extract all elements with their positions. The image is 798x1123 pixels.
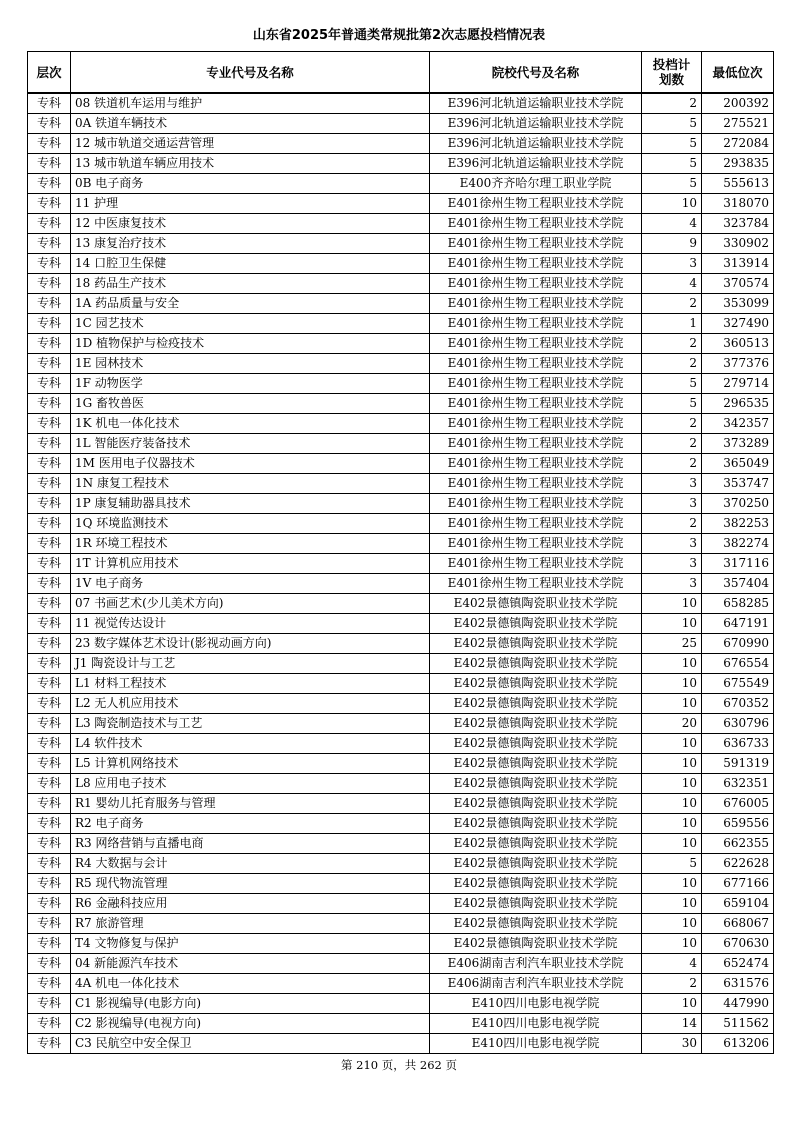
table-row bbox=[28, 114, 774, 134]
table-row bbox=[28, 694, 774, 714]
table-row bbox=[28, 734, 774, 754]
cell-level: 专科 bbox=[28, 134, 71, 154]
cell-major: R1 婴幼儿托育服务与管理 bbox=[71, 794, 430, 814]
table-row bbox=[28, 154, 774, 174]
cell-school: E410四川电影电视学院 bbox=[430, 1034, 642, 1054]
table-row bbox=[28, 214, 774, 234]
cell-plan: 4 bbox=[642, 954, 702, 974]
cell-level: 专科 bbox=[28, 194, 71, 214]
cell-rank: 632351 bbox=[702, 774, 774, 794]
cell-major: T4 文物修复与保护 bbox=[71, 934, 430, 954]
cell-plan: 3 bbox=[642, 254, 702, 274]
cell-plan: 10 bbox=[642, 734, 702, 754]
cell-rank: 630796 bbox=[702, 714, 774, 734]
cell-rank: 659556 bbox=[702, 814, 774, 834]
cell-major: 08 铁道机车运用与维护 bbox=[71, 93, 430, 114]
cell-school: E401徐州生物工程职业技术学院 bbox=[430, 414, 642, 434]
cell-level: 专科 bbox=[28, 434, 71, 454]
header-plan: 投档计划数 bbox=[642, 52, 702, 94]
table-row bbox=[28, 134, 774, 154]
cell-rank: 622628 bbox=[702, 854, 774, 874]
table-row bbox=[28, 334, 774, 354]
cell-school: E402景德镇陶瓷职业技术学院 bbox=[430, 734, 642, 754]
cell-plan: 10 bbox=[642, 794, 702, 814]
cell-major: 0B 电子商务 bbox=[71, 174, 430, 194]
cell-level: 专科 bbox=[28, 934, 71, 954]
header-major: 专业代号及名称 bbox=[71, 52, 430, 94]
cell-major: 1E 园林技术 bbox=[71, 354, 430, 374]
cell-plan: 10 bbox=[642, 914, 702, 934]
cell-plan: 2 bbox=[642, 454, 702, 474]
cell-school: E402景德镇陶瓷职业技术学院 bbox=[430, 914, 642, 934]
cell-major: J1 陶瓷设计与工艺 bbox=[71, 654, 430, 674]
cell-rank: 200392 bbox=[702, 93, 774, 114]
cell-plan: 2 bbox=[642, 414, 702, 434]
cell-school: E401徐州生物工程职业技术学院 bbox=[430, 234, 642, 254]
cell-rank: 658285 bbox=[702, 594, 774, 614]
cell-school: E396河北轨道运输职业技术学院 bbox=[430, 134, 642, 154]
cell-major: L1 材料工程技术 bbox=[71, 674, 430, 694]
cell-plan: 9 bbox=[642, 234, 702, 254]
cell-rank: 317116 bbox=[702, 554, 774, 574]
cell-plan: 10 bbox=[642, 674, 702, 694]
cell-rank: 360513 bbox=[702, 334, 774, 354]
cell-school: E401徐州生物工程职业技术学院 bbox=[430, 274, 642, 294]
cell-plan: 2 bbox=[642, 334, 702, 354]
cell-rank: 652474 bbox=[702, 954, 774, 974]
cell-school: E402景德镇陶瓷职业技术学院 bbox=[430, 934, 642, 954]
cell-plan: 10 bbox=[642, 694, 702, 714]
cell-major: 1K 机电一体化技术 bbox=[71, 414, 430, 434]
cell-major: C1 影视编导(电影方向) bbox=[71, 994, 430, 1014]
cell-rank: 382274 bbox=[702, 534, 774, 554]
cell-major: L5 计算机网络技术 bbox=[71, 754, 430, 774]
table-row bbox=[28, 714, 774, 734]
cell-level: 专科 bbox=[28, 314, 71, 334]
cell-school: E402景德镇陶瓷职业技术学院 bbox=[430, 634, 642, 654]
cell-school: E402景德镇陶瓷职业技术学院 bbox=[430, 854, 642, 874]
cell-rank: 675549 bbox=[702, 674, 774, 694]
table-row bbox=[28, 354, 774, 374]
cell-major: 1Q 环境监测技术 bbox=[71, 514, 430, 534]
cell-plan: 10 bbox=[642, 894, 702, 914]
cell-school: E402景德镇陶瓷职业技术学院 bbox=[430, 694, 642, 714]
cell-plan: 10 bbox=[642, 994, 702, 1014]
table-row bbox=[28, 414, 774, 434]
cell-rank: 662355 bbox=[702, 834, 774, 854]
cell-rank: 275521 bbox=[702, 114, 774, 134]
cell-school: E402景德镇陶瓷职业技术学院 bbox=[430, 714, 642, 734]
cell-major: 1P 康复辅助器具技术 bbox=[71, 494, 430, 514]
table-body bbox=[28, 93, 774, 1054]
cell-level: 专科 bbox=[28, 174, 71, 194]
table-row bbox=[28, 774, 774, 794]
cell-plan: 10 bbox=[642, 614, 702, 634]
cell-school: E396河北轨道运输职业技术学院 bbox=[430, 114, 642, 134]
cell-school: E401徐州生物工程职业技术学院 bbox=[430, 434, 642, 454]
cell-level: 专科 bbox=[28, 114, 71, 134]
cell-plan: 4 bbox=[642, 214, 702, 234]
cell-plan: 2 bbox=[642, 974, 702, 994]
cell-major: 13 康复治疗技术 bbox=[71, 234, 430, 254]
cell-rank: 382253 bbox=[702, 514, 774, 534]
cell-major: C3 民航空中安全保卫 bbox=[71, 1034, 430, 1054]
cell-school: E406湖南吉利汽车职业技术学院 bbox=[430, 954, 642, 974]
cell-plan: 3 bbox=[642, 494, 702, 514]
cell-school: E402景德镇陶瓷职业技术学院 bbox=[430, 834, 642, 854]
cell-level: 专科 bbox=[28, 334, 71, 354]
cell-school: E402景德镇陶瓷职业技术学院 bbox=[430, 894, 642, 914]
cell-plan: 2 bbox=[642, 514, 702, 534]
table-row bbox=[28, 194, 774, 214]
table-row bbox=[28, 454, 774, 474]
cell-plan: 3 bbox=[642, 554, 702, 574]
cell-rank: 370574 bbox=[702, 274, 774, 294]
cell-plan: 30 bbox=[642, 1034, 702, 1054]
table-row bbox=[28, 314, 774, 334]
cell-level: 专科 bbox=[28, 554, 71, 574]
cell-major: 23 数字媒体艺术设计(影视动画方向) bbox=[71, 634, 430, 654]
cell-plan: 10 bbox=[642, 874, 702, 894]
cell-school: E400齐齐哈尔理工职业学院 bbox=[430, 174, 642, 194]
table-row bbox=[28, 274, 774, 294]
cell-school: E402景德镇陶瓷职业技术学院 bbox=[430, 774, 642, 794]
cell-major: L3 陶瓷制造技术与工艺 bbox=[71, 714, 430, 734]
cell-major: R5 现代物流管理 bbox=[71, 874, 430, 894]
cell-school: E402景德镇陶瓷职业技术学院 bbox=[430, 674, 642, 694]
admission-table bbox=[27, 51, 774, 1054]
cell-plan: 10 bbox=[642, 194, 702, 214]
cell-rank: 342357 bbox=[702, 414, 774, 434]
cell-rank: 313914 bbox=[702, 254, 774, 274]
cell-major: R6 金融科技应用 bbox=[71, 894, 430, 914]
cell-school: E410四川电影电视学院 bbox=[430, 994, 642, 1014]
cell-rank: 555613 bbox=[702, 174, 774, 194]
cell-level: 专科 bbox=[28, 574, 71, 594]
cell-major: 07 书画艺术(少儿美术方向) bbox=[71, 594, 430, 614]
table-row bbox=[28, 394, 774, 414]
cell-plan: 10 bbox=[642, 754, 702, 774]
cell-rank: 357404 bbox=[702, 574, 774, 594]
table-row bbox=[28, 554, 774, 574]
cell-school: E401徐州生物工程职业技术学院 bbox=[430, 254, 642, 274]
cell-school: E402景德镇陶瓷职业技术学院 bbox=[430, 594, 642, 614]
cell-rank: 353099 bbox=[702, 294, 774, 314]
cell-plan: 1 bbox=[642, 314, 702, 334]
cell-rank: 670352 bbox=[702, 694, 774, 714]
cell-school: E401徐州生物工程职业技术学院 bbox=[430, 214, 642, 234]
cell-plan: 14 bbox=[642, 1014, 702, 1034]
cell-level: 专科 bbox=[28, 774, 71, 794]
cell-major: 4A 机电一体化技术 bbox=[71, 974, 430, 994]
cell-plan: 2 bbox=[642, 294, 702, 314]
cell-school: E406湖南吉利汽车职业技术学院 bbox=[430, 974, 642, 994]
cell-school: E402景德镇陶瓷职业技术学院 bbox=[430, 814, 642, 834]
cell-plan: 5 bbox=[642, 394, 702, 414]
cell-plan: 5 bbox=[642, 114, 702, 134]
cell-major: R2 电子商务 bbox=[71, 814, 430, 834]
cell-major: C2 影视编导(电视方向) bbox=[71, 1014, 430, 1034]
cell-school: E402景德镇陶瓷职业技术学院 bbox=[430, 874, 642, 894]
cell-rank: 323784 bbox=[702, 214, 774, 234]
cell-rank: 591319 bbox=[702, 754, 774, 774]
cell-plan: 5 bbox=[642, 374, 702, 394]
cell-plan: 10 bbox=[642, 594, 702, 614]
cell-rank: 293835 bbox=[702, 154, 774, 174]
table-row bbox=[28, 634, 774, 654]
table-row bbox=[28, 974, 774, 994]
table-row bbox=[28, 294, 774, 314]
cell-major: 14 口腔卫生保健 bbox=[71, 254, 430, 274]
cell-school: E401徐州生物工程职业技术学院 bbox=[430, 294, 642, 314]
cell-level: 专科 bbox=[28, 93, 71, 114]
cell-level: 专科 bbox=[28, 1034, 71, 1054]
table-row bbox=[28, 534, 774, 554]
cell-level: 专科 bbox=[28, 534, 71, 554]
cell-level: 专科 bbox=[28, 1014, 71, 1034]
cell-plan: 5 bbox=[642, 854, 702, 874]
cell-level: 专科 bbox=[28, 794, 71, 814]
cell-rank: 370250 bbox=[702, 494, 774, 514]
cell-major: R3 网络营销与直播电商 bbox=[71, 834, 430, 854]
cell-rank: 373289 bbox=[702, 434, 774, 454]
cell-rank: 670990 bbox=[702, 634, 774, 654]
cell-school: E396河北轨道运输职业技术学院 bbox=[430, 93, 642, 114]
cell-level: 专科 bbox=[28, 694, 71, 714]
cell-plan: 10 bbox=[642, 814, 702, 834]
cell-school: E401徐州生物工程职业技术学院 bbox=[430, 194, 642, 214]
cell-major: 1F 动物医学 bbox=[71, 374, 430, 394]
table-row bbox=[28, 834, 774, 854]
cell-level: 专科 bbox=[28, 514, 71, 534]
cell-plan: 3 bbox=[642, 534, 702, 554]
cell-plan: 3 bbox=[642, 474, 702, 494]
cell-level: 专科 bbox=[28, 714, 71, 734]
cell-major: 0A 铁道车辆技术 bbox=[71, 114, 430, 134]
table-row bbox=[28, 434, 774, 454]
cell-level: 专科 bbox=[28, 234, 71, 254]
table-row bbox=[28, 174, 774, 194]
cell-level: 专科 bbox=[28, 394, 71, 414]
cell-school: E401徐州生物工程职业技术学院 bbox=[430, 574, 642, 594]
cell-plan: 10 bbox=[642, 654, 702, 674]
cell-rank: 365049 bbox=[702, 454, 774, 474]
cell-level: 专科 bbox=[28, 874, 71, 894]
cell-level: 专科 bbox=[28, 894, 71, 914]
cell-level: 专科 bbox=[28, 994, 71, 1014]
cell-level: 专科 bbox=[28, 974, 71, 994]
cell-rank: 636733 bbox=[702, 734, 774, 754]
cell-rank: 296535 bbox=[702, 394, 774, 414]
cell-major: 1T 计算机应用技术 bbox=[71, 554, 430, 574]
table-row bbox=[28, 654, 774, 674]
cell-rank: 631576 bbox=[702, 974, 774, 994]
cell-level: 专科 bbox=[28, 274, 71, 294]
cell-school: E401徐州生物工程职业技术学院 bbox=[430, 474, 642, 494]
cell-rank: 676005 bbox=[702, 794, 774, 814]
cell-level: 专科 bbox=[28, 754, 71, 774]
cell-major: 1M 医用电子仪器技术 bbox=[71, 454, 430, 474]
cell-plan: 5 bbox=[642, 154, 702, 174]
header-level: 层次 bbox=[28, 52, 71, 94]
cell-plan: 10 bbox=[642, 934, 702, 954]
cell-level: 专科 bbox=[28, 614, 71, 634]
cell-school: E402景德镇陶瓷职业技术学院 bbox=[430, 654, 642, 674]
cell-school: E401徐州生物工程职业技术学院 bbox=[430, 314, 642, 334]
table-row bbox=[28, 674, 774, 694]
table-row bbox=[28, 874, 774, 894]
cell-level: 专科 bbox=[28, 474, 71, 494]
cell-rank: 676554 bbox=[702, 654, 774, 674]
cell-plan: 2 bbox=[642, 354, 702, 374]
cell-plan: 3 bbox=[642, 574, 702, 594]
cell-level: 专科 bbox=[28, 854, 71, 874]
cell-major: R4 大数据与会计 bbox=[71, 854, 430, 874]
header-row bbox=[28, 52, 774, 94]
header-school: 院校代号及名称 bbox=[430, 52, 642, 94]
cell-level: 专科 bbox=[28, 814, 71, 834]
cell-level: 专科 bbox=[28, 594, 71, 614]
cell-school: E401徐州生物工程职业技术学院 bbox=[430, 554, 642, 574]
cell-rank: 511562 bbox=[702, 1014, 774, 1034]
page-footer: 第 210 页，共 262 页 bbox=[340, 1058, 458, 1072]
cell-level: 专科 bbox=[28, 674, 71, 694]
table-row bbox=[28, 934, 774, 954]
table-row bbox=[28, 1014, 774, 1034]
cell-school: E401徐州生物工程职业技术学院 bbox=[430, 514, 642, 534]
table-row bbox=[28, 1034, 774, 1054]
table-row bbox=[28, 594, 774, 614]
cell-rank: 272084 bbox=[702, 134, 774, 154]
cell-level: 专科 bbox=[28, 254, 71, 274]
cell-major: 1G 畜牧兽医 bbox=[71, 394, 430, 414]
cell-rank: 353747 bbox=[702, 474, 774, 494]
cell-major: 12 中医康复技术 bbox=[71, 214, 430, 234]
header-rank: 最低位次 bbox=[702, 52, 774, 94]
cell-level: 专科 bbox=[28, 734, 71, 754]
table-row bbox=[28, 474, 774, 494]
cell-major: 1D 植物保护与检疫技术 bbox=[71, 334, 430, 354]
cell-school: E396河北轨道运输职业技术学院 bbox=[430, 154, 642, 174]
cell-major: 1C 园艺技术 bbox=[71, 314, 430, 334]
table-row bbox=[28, 93, 774, 114]
page-title: 山东省2025年普通类常规批第2次志愿投档情况表 bbox=[252, 28, 546, 43]
cell-school: E410四川电影电视学院 bbox=[430, 1014, 642, 1034]
cell-rank: 279714 bbox=[702, 374, 774, 394]
cell-level: 专科 bbox=[28, 634, 71, 654]
cell-school: E401徐州生物工程职业技术学院 bbox=[430, 394, 642, 414]
cell-major: L4 软件技术 bbox=[71, 734, 430, 754]
cell-major: 1V 电子商务 bbox=[71, 574, 430, 594]
cell-school: E401徐州生物工程职业技术学院 bbox=[430, 454, 642, 474]
cell-major: 18 药品生产技术 bbox=[71, 274, 430, 294]
cell-major: 1L 智能医疗装备技术 bbox=[71, 434, 430, 454]
cell-rank: 327490 bbox=[702, 314, 774, 334]
cell-rank: 670630 bbox=[702, 934, 774, 954]
cell-school: E401徐州生物工程职业技术学院 bbox=[430, 374, 642, 394]
cell-level: 专科 bbox=[28, 654, 71, 674]
cell-level: 专科 bbox=[28, 294, 71, 314]
cell-school: E401徐州生物工程职业技术学院 bbox=[430, 494, 642, 514]
cell-school: E401徐州生物工程职业技术学院 bbox=[430, 534, 642, 554]
cell-level: 专科 bbox=[28, 214, 71, 234]
cell-level: 专科 bbox=[28, 914, 71, 934]
cell-rank: 677166 bbox=[702, 874, 774, 894]
table-row bbox=[28, 994, 774, 1014]
cell-level: 专科 bbox=[28, 954, 71, 974]
table-row bbox=[28, 234, 774, 254]
cell-major: 1R 环境工程技术 bbox=[71, 534, 430, 554]
cell-level: 专科 bbox=[28, 494, 71, 514]
table-row bbox=[28, 754, 774, 774]
cell-level: 专科 bbox=[28, 374, 71, 394]
cell-school: E402景德镇陶瓷职业技术学院 bbox=[430, 794, 642, 814]
cell-plan: 20 bbox=[642, 714, 702, 734]
cell-rank: 330902 bbox=[702, 234, 774, 254]
cell-major: 12 城市轨道交通运营管理 bbox=[71, 134, 430, 154]
table-row bbox=[28, 374, 774, 394]
cell-major: 11 视觉传达设计 bbox=[71, 614, 430, 634]
cell-plan: 2 bbox=[642, 93, 702, 114]
table-row bbox=[28, 894, 774, 914]
table-row bbox=[28, 814, 774, 834]
cell-major: 11 护理 bbox=[71, 194, 430, 214]
cell-level: 专科 bbox=[28, 834, 71, 854]
cell-level: 专科 bbox=[28, 414, 71, 434]
cell-level: 专科 bbox=[28, 354, 71, 374]
cell-plan: 10 bbox=[642, 774, 702, 794]
cell-school: E402景德镇陶瓷职业技术学院 bbox=[430, 754, 642, 774]
cell-major: 1A 药品质量与安全 bbox=[71, 294, 430, 314]
table-row bbox=[28, 514, 774, 534]
cell-school: E402景德镇陶瓷职业技术学院 bbox=[430, 614, 642, 634]
cell-plan: 10 bbox=[642, 834, 702, 854]
cell-school: E401徐州生物工程职业技术学院 bbox=[430, 354, 642, 374]
table-row bbox=[28, 614, 774, 634]
cell-major: L8 应用电子技术 bbox=[71, 774, 430, 794]
cell-plan: 5 bbox=[642, 134, 702, 154]
cell-plan: 25 bbox=[642, 634, 702, 654]
cell-rank: 659104 bbox=[702, 894, 774, 914]
table-row bbox=[28, 914, 774, 934]
cell-major: L2 无人机应用技术 bbox=[71, 694, 430, 714]
cell-rank: 613206 bbox=[702, 1034, 774, 1054]
cell-rank: 447990 bbox=[702, 994, 774, 1014]
cell-plan: 2 bbox=[642, 434, 702, 454]
cell-plan: 5 bbox=[642, 174, 702, 194]
cell-rank: 647191 bbox=[702, 614, 774, 634]
cell-school: E401徐州生物工程职业技术学院 bbox=[430, 334, 642, 354]
cell-major: 04 新能源汽车技术 bbox=[71, 954, 430, 974]
table-row bbox=[28, 854, 774, 874]
cell-rank: 318070 bbox=[702, 194, 774, 214]
table-row bbox=[28, 794, 774, 814]
table-row bbox=[28, 254, 774, 274]
cell-level: 专科 bbox=[28, 454, 71, 474]
cell-major: 1N 康复工程技术 bbox=[71, 474, 430, 494]
cell-major: R7 旅游管理 bbox=[71, 914, 430, 934]
table-row bbox=[28, 954, 774, 974]
cell-rank: 377376 bbox=[702, 354, 774, 374]
table-row bbox=[28, 574, 774, 594]
cell-rank: 668067 bbox=[702, 914, 774, 934]
cell-major: 13 城市轨道车辆应用技术 bbox=[71, 154, 430, 174]
cell-plan: 4 bbox=[642, 274, 702, 294]
cell-level: 专科 bbox=[28, 154, 71, 174]
table-row bbox=[28, 494, 774, 514]
